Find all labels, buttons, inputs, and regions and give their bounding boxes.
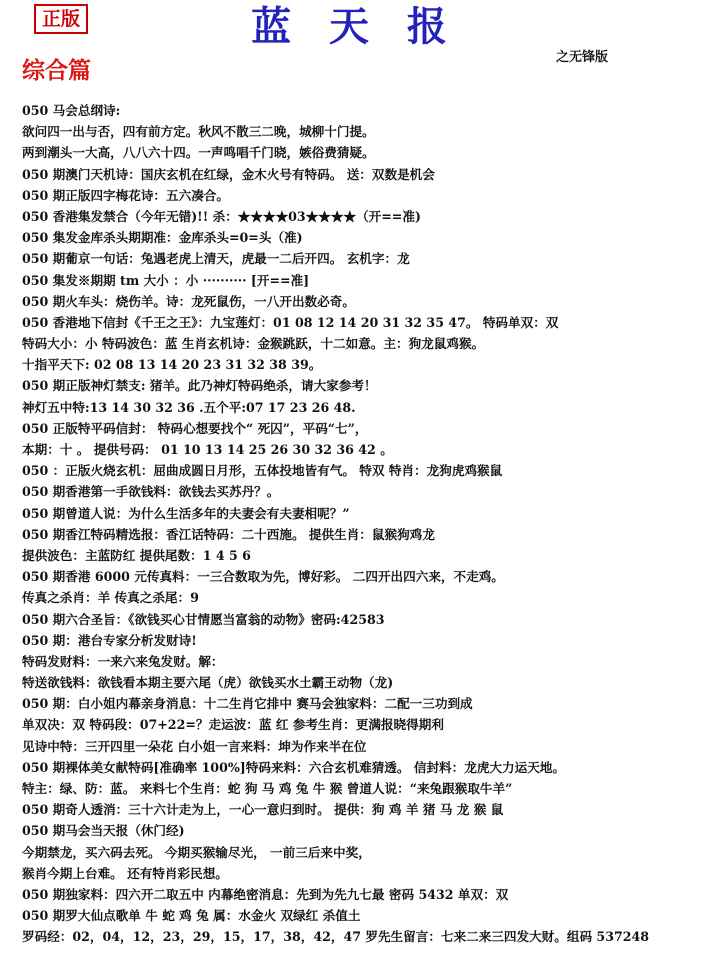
text-line: 猴肖今期上台难。 还有特肖彩民想。 (22, 865, 228, 881)
text-line: 罗码经：02，04，12，23，29，15，17，38，42，47 罗先生留言：七来二来三四发大财。组码 537248 (22, 929, 650, 945)
text-line: 050 期奇人透消：三十六计走为上，一心一意归到时。 提供：狗 鸡 羊 猪 马 龙 猴 鼠 (22, 802, 504, 818)
text-line: 两到潮头一大高，八八六十四。一声鸣唱千门晓，嫉俗费猜疑。 (22, 145, 375, 161)
text-line: 050 期马会当天报（休门经) (22, 823, 185, 839)
text-line: 050 集发※期期 tm 大小 ：小 ·········· [开==准] (22, 272, 310, 288)
text-line: 欲问四一出与否，四有前方定。秋风不散三二晚，城柳十门提。 (22, 124, 375, 140)
text-line: 特送欲钱料：欲钱看本期主要六尾（虎）欲钱买水土霸王动物（龙) (22, 675, 394, 691)
genuine-stamp: 正版 (34, 4, 88, 34)
newspaper-title: 蓝 天 报 (251, 3, 459, 50)
text-line: 050 正版特平码信封： 特码心想要找个“ 死囚”，平码“七”， (22, 420, 368, 436)
text-line: 见诗中特：三开四里一朵花 白小姐一言来料：坤为作来半在位 (22, 738, 367, 754)
text-line: 050 期曾道人说：为什么生活多年的夫妻会有夫妻相呢？” (22, 505, 350, 521)
text-line: 神灯五中特:13 14 30 32 36 .五个平:07 17 23 26 48. (22, 399, 356, 415)
text-line: 十指平天下: 02 08 13 14 20 23 31 32 38 39。 (22, 357, 322, 373)
text-line: 050 期澳门天机诗：国庆玄机在红绿，金木火号有特码。 送：双数是机会 (22, 166, 435, 182)
text-line: 050 期：港台专家分析发财诗! (22, 632, 197, 648)
text-line: 提供波色：主蓝防红 提供尾数：1 4 5 6 (22, 547, 251, 563)
text-line: 050 期香江特码精选报：香江话特码：二十西施。 提供生肖：鼠猴狗鸡龙 (22, 526, 435, 542)
text-line: 今期禁龙，买六码去死。 今期买猴输尽光， 一前三后来中奖， (22, 844, 371, 860)
section-title: 综合篇 (22, 57, 91, 84)
text-line: 050 香港地下信封《千王之王》：九宝莲灯：01 08 12 14 20 31 32 35 47。 特码单双：双 (22, 314, 559, 330)
text-line: 050 期：白小姐内幕亲身消息：十二生肖它排中 赛马会独家料：二配一三功到成 (22, 696, 473, 712)
text-line: 050 期正版神灯禁支: 猪羊。此乃神灯特码绝杀，请大家参考！ (22, 378, 377, 394)
text-line: 050 马会总纲诗: (22, 103, 121, 118)
text-line: 050 集发金库杀头期期准：金库杀头=0=头（准) (22, 230, 303, 246)
text-line: 单双决：双 特码段：07+22=？走运波：蓝 红 参考生肖：更满报晓得期利 (22, 717, 444, 733)
text-line: 050 期火车头：烧伤羊。诗：龙死鼠伤，一八开出数必奇。 (22, 293, 355, 309)
text-line: 050 期香港第一手欲钱料：欲钱去买苏丹？。 (22, 484, 280, 500)
text-line: 本期：十 。 提供号码： 01 10 13 14 25 26 30 32 36 42 。 (22, 442, 393, 457)
text-line: 050 期罗大仙点歌单 牛 蛇 鸡 兔 属：水金火 双绿红 杀值土 (22, 908, 361, 924)
text-line: 特主：绿、防：蓝。 来料七个生肖：蛇 狗 马 鸡 兔 牛 猴 曾道人说：“来兔跟猴取牛羊” (22, 781, 513, 796)
edition-label: 之无锋版 (556, 50, 609, 65)
article-body (22, 100, 712, 948)
text-line: 050 期六合圣旨：《欲钱买心甘情愿当富翁的动物》密码:42583 (22, 611, 385, 627)
text-line: 特码发财料：一来六来兔发财。解： (22, 653, 224, 669)
text-line: 特码大小：小 特码波色：蓝 生肖玄机诗：金猴跳跃，十二如意。主：狗龙鼠鸡猴。 (22, 336, 485, 352)
text-line: 050 期独家料：四六开二取五中 内幕绝密消息：先到为先九七最 密码 5432 单双：双 (22, 886, 509, 902)
text-line: 050 期葡京一句话：兔遇老虎上清天，虎最一二后开四。 玄机字：龙 (22, 251, 410, 267)
text-line: 050 期香港 6000 元传真料：一三合数取为先，博好彩。 二四开出四六来，不走鸡。 (22, 569, 504, 585)
text-line: 050 期裸体美女献特码[准确率 100%]特码来料：六合玄机难猜透。 信封料：龙虎大力运天地。 (22, 759, 565, 775)
text-line: 050 ：正版火烧玄机：屈曲成圆日月形，五体投地皆有气。 特双 特肖：龙狗虎鸡猴鼠 (22, 463, 503, 479)
text-line: 050 期正版四字梅花诗：五六凑合。 (22, 187, 229, 203)
text-line: 传真之杀肖：羊 传真之杀尾：9 (22, 590, 199, 606)
text-line: 050 香港集发禁合（今年无错)!! 杀：★★★★03★★★★（开==准) (22, 208, 421, 224)
